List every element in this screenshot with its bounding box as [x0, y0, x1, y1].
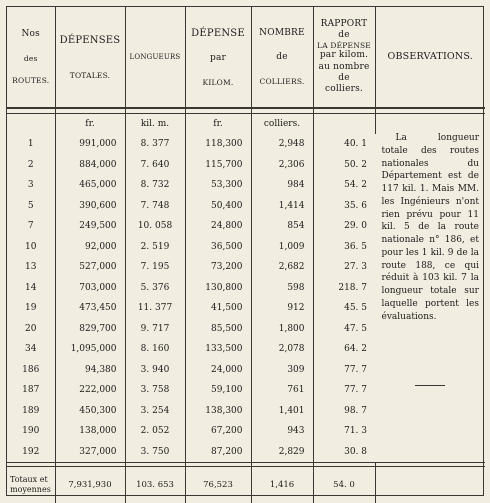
header-total-expenses: DÉPENSES TOTALES. — [55, 7, 125, 108]
route-expenses-table — [7, 7, 485, 503]
ratio-cell: 36. 5 — [313, 237, 375, 258]
total-expense-cell: 327,000 — [55, 442, 125, 463]
length-cell: 8. 732 — [125, 175, 185, 196]
route-number-cell: 19 — [7, 298, 55, 319]
observations-rule — [415, 385, 445, 386]
collar-count-cell: 1,414 — [251, 196, 313, 217]
collar-count-cell: 1,401 — [251, 401, 313, 422]
ratio-cell: 27. 3 — [313, 257, 375, 278]
total-expense-cell: 527,000 — [55, 257, 125, 278]
length-cell: 11. 377 — [125, 298, 185, 319]
route-number-cell: 189 — [7, 401, 55, 422]
ratio-cell: 98. 7 — [313, 401, 375, 422]
collar-count-cell: 943 — [251, 421, 313, 442]
header-lengths: LONGUEURS — [125, 7, 185, 108]
ratio-cell: 29. 0 — [313, 216, 375, 237]
avg-collar-count: 1,416 — [251, 467, 313, 503]
unit-km-m: kil. m. — [125, 114, 185, 135]
length-cell: 2. 052 — [125, 421, 185, 442]
total-expense-sum: 7,931,930 — [55, 467, 125, 503]
expense-per-km-cell: 115,700 — [185, 155, 251, 176]
route-number-cell: 10 — [7, 237, 55, 258]
length-cell: 3. 254 — [125, 401, 185, 422]
observations-text: La longueur totale des routes nationales du Département est de 117 kil. 1. Mais MM. les Ingénieurs n'ont rien prévu pour 11 kil. 5 de la route nationale n° 186, et pour les 1 kil. 9 de la route 188, ce qui réduit à 103 kil. 7 la longueur totale sur laquelle portent les évaluations. — [382, 132, 480, 323]
route-number-cell: 1 — [7, 134, 55, 155]
expense-per-km-cell: 41,500 — [185, 298, 251, 319]
total-expense-cell: 390,600 — [55, 196, 125, 217]
length-cell: 7. 748 — [125, 196, 185, 217]
route-number-cell: 187 — [7, 380, 55, 401]
length-cell: 10. 058 — [125, 216, 185, 237]
totals-row — [7, 467, 485, 503]
length-cell: 8. 160 — [125, 339, 185, 360]
statistics-table-page — [6, 6, 484, 496]
unit-colliers: colliers. — [251, 114, 313, 135]
header-observations: OBSERVATIONS. — [375, 7, 485, 108]
collar-count-cell: 854 — [251, 216, 313, 237]
total-expense-cell: 94,380 — [55, 360, 125, 381]
totals-label-line1: Totaux et — [10, 475, 48, 484]
ratio-cell: 30. 8 — [313, 442, 375, 463]
route-number-cell: 192 — [7, 442, 55, 463]
ratio-cell: 218. 7 — [313, 278, 375, 299]
collar-count-cell: 309 — [251, 360, 313, 381]
ratio-cell: 40. 1 — [313, 134, 375, 155]
total-expense-cell: 138,000 — [55, 421, 125, 442]
total-expense-cell: 829,700 — [55, 319, 125, 340]
ratio-cell: 71. 3 — [313, 421, 375, 442]
header-expense-per-km: DÉPENSE par KILOM. — [185, 7, 251, 108]
route-number-cell: 7 — [7, 216, 55, 237]
length-cell: 7. 640 — [125, 155, 185, 176]
expense-per-km-cell: 138,300 — [185, 401, 251, 422]
collar-count-cell: 2,682 — [251, 257, 313, 278]
unit-francs: fr. — [55, 114, 125, 135]
ratio-cell: 54. 2 — [313, 175, 375, 196]
collar-count-cell: 1,800 — [251, 319, 313, 340]
length-cell: 3. 940 — [125, 360, 185, 381]
length-cell: 9. 717 — [125, 319, 185, 340]
expense-per-km-cell: 133,500 — [185, 339, 251, 360]
expense-per-km-cell: 53,300 — [185, 175, 251, 196]
total-expense-cell: 473,450 — [55, 298, 125, 319]
collar-count-cell: 1,009 — [251, 237, 313, 258]
collar-count-cell: 912 — [251, 298, 313, 319]
totals-label-line2: moyennes — [10, 485, 51, 494]
total-expense-cell: 450,300 — [55, 401, 125, 422]
collar-count-cell: 2,078 — [251, 339, 313, 360]
expense-per-km-cell: 118,300 — [185, 134, 251, 155]
total-expense-cell: 465,000 — [55, 175, 125, 196]
ratio-cell: 47. 5 — [313, 319, 375, 340]
ratio-cell: 64. 2 — [313, 339, 375, 360]
header-collar-count: NOMBRE de COLLIERS. — [251, 7, 313, 108]
ratio-cell: 45. 5 — [313, 298, 375, 319]
total-length: 103. 653 — [125, 467, 185, 503]
route-number-cell: 2 — [7, 155, 55, 176]
total-expense-cell: 222,000 — [55, 380, 125, 401]
expense-per-km-cell: 85,500 — [185, 319, 251, 340]
length-cell: 3. 758 — [125, 380, 185, 401]
ratio-cell: 50. 2 — [313, 155, 375, 176]
route-number-cell: 3 — [7, 175, 55, 196]
length-cell: 8. 377 — [125, 134, 185, 155]
header-ratio: RAPPORT de LA DÉPENSE par kilom. au nombre de colliers. — [313, 7, 375, 108]
collar-count-cell: 984 — [251, 175, 313, 196]
expense-per-km-cell: 24,800 — [185, 216, 251, 237]
avg-expense-per-km: 76,523 — [185, 467, 251, 503]
length-cell: 2. 519 — [125, 237, 185, 258]
collar-count-cell: 598 — [251, 278, 313, 299]
route-number-cell: 5 — [7, 196, 55, 217]
route-number-cell: 190 — [7, 421, 55, 442]
total-expense-cell: 884,000 — [55, 155, 125, 176]
expense-per-km-cell: 59,100 — [185, 380, 251, 401]
unit-francs-per-km: fr. — [185, 114, 251, 135]
total-expense-cell: 249,500 — [55, 216, 125, 237]
collar-count-cell: 2,306 — [251, 155, 313, 176]
total-expense-cell: 703,000 — [55, 278, 125, 299]
expense-per-km-cell: 87,200 — [185, 442, 251, 463]
route-number-cell: 20 — [7, 319, 55, 340]
total-expense-cell: 92,000 — [55, 237, 125, 258]
route-number-cell: 13 — [7, 257, 55, 278]
header-route-numbers: Nos des ROUTES. — [7, 7, 55, 108]
length-cell: 7. 195 — [125, 257, 185, 278]
expense-per-km-cell: 24,000 — [185, 360, 251, 381]
ratio-cell: 77. 7 — [313, 380, 375, 401]
observations-cell — [375, 114, 485, 463]
route-number-cell: 34 — [7, 339, 55, 360]
table-header-row — [7, 7, 485, 108]
expense-per-km-cell: 67,200 — [185, 421, 251, 442]
length-cell: 5. 376 — [125, 278, 185, 299]
total-expense-cell: 1,095,000 — [55, 339, 125, 360]
route-number-cell: 186 — [7, 360, 55, 381]
expense-per-km-cell: 36,500 — [185, 237, 251, 258]
units-row — [7, 114, 485, 135]
totals-label — [7, 467, 55, 503]
avg-ratio: 54. 0 — [313, 467, 375, 503]
expense-per-km-cell: 130,800 — [185, 278, 251, 299]
route-number-cell: 14 — [7, 278, 55, 299]
expense-per-km-cell: 73,200 — [185, 257, 251, 278]
ratio-cell: 77. 7 — [313, 360, 375, 381]
ratio-cell: 35. 6 — [313, 196, 375, 217]
collar-count-cell: 2,948 — [251, 134, 313, 155]
collar-count-cell: 761 — [251, 380, 313, 401]
length-cell: 3. 750 — [125, 442, 185, 463]
total-expense-cell: 991,000 — [55, 134, 125, 155]
collar-count-cell: 2,829 — [251, 442, 313, 463]
expense-per-km-cell: 50,400 — [185, 196, 251, 217]
